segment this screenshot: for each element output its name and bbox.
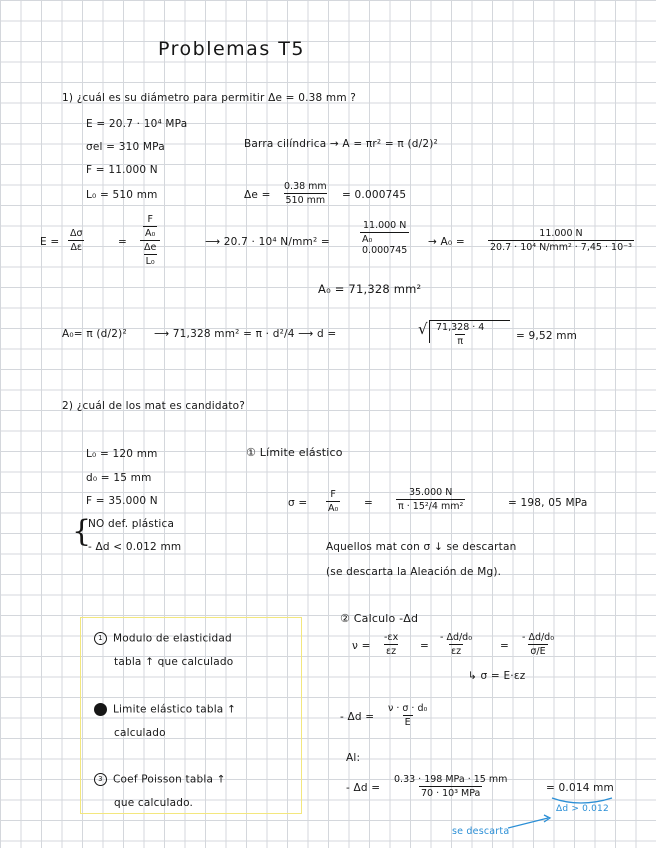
stress-substitution	[396, 487, 465, 512]
strain-numerator: 0.38 mm	[284, 181, 327, 192]
step-1-heading: ① Límite elástico	[246, 446, 343, 459]
delta-epsilon: Δε	[70, 242, 83, 253]
area-fraction-numerator: 11.000 N	[362, 220, 407, 231]
compound-numerator	[141, 214, 159, 240]
given-diameter: d₀ = 15 mm	[86, 472, 152, 484]
page-title: Problemas T5	[158, 38, 305, 60]
equals-sign: =	[118, 236, 127, 248]
stress-formula	[326, 489, 340, 514]
blue-annotation-arrow	[500, 790, 620, 835]
discard-note-1: Aquellos mat con σ ↓ se descartan	[326, 541, 517, 553]
diameter-numerator: 71,328 · 4	[436, 322, 485, 333]
strain-denominator: 510 mm	[285, 195, 326, 206]
problem-2-question: 2) ¿cuál de los mat es candidato?	[62, 400, 246, 412]
number-1-icon: 1	[94, 632, 107, 645]
poisson-equals-2: =	[500, 640, 509, 652]
stress-force: F	[330, 489, 336, 500]
poisson-lhs: ν =	[352, 640, 371, 652]
number-3-icon: 3	[94, 773, 107, 786]
criteria-item-2	[94, 703, 236, 716]
diameter-result: = 9,52 mm	[516, 330, 578, 342]
area-solution-fraction	[488, 228, 634, 253]
diameter-denominator: π	[457, 336, 464, 347]
delta-sigma: Δσ	[70, 228, 83, 239]
criteria-item-3-line-1: Coef Poisson tabla ↑	[113, 773, 226, 786]
strain-label: Δe =	[244, 189, 271, 201]
conditions-brace: {	[72, 514, 92, 549]
area-solution-denominator: 20.7 · 10⁴ N/mm² · 7,45 · 10⁻³	[490, 242, 632, 253]
substitution-arrow: ⟶ 20.7 · 10⁴ N/mm² =	[205, 236, 330, 248]
diameter-change-denominator: E	[404, 717, 411, 728]
given-length: L₀ = 510 mm	[86, 189, 158, 201]
aluminum-fraction	[392, 774, 509, 799]
criteria-item-3	[94, 773, 226, 786]
aluminum-numerator: 0.33 · 198 MPa · 15 mm	[394, 774, 508, 785]
area-symbol: A₀	[145, 228, 156, 239]
stress-result: = 198, 05 MPa	[508, 497, 588, 509]
stress-area: A₀	[328, 503, 339, 514]
diameter-fraction	[434, 322, 486, 347]
strain-result: = 0.000745	[342, 189, 407, 201]
criteria-item-3-line-2: que calculado.	[114, 797, 194, 809]
given-young-modulus: E = 20.7 · 10⁴ MPa	[86, 118, 188, 130]
condition-diameter-change: - Δd < 0.012 mm	[88, 541, 182, 553]
area-fraction-strain: 0.000745	[362, 245, 408, 256]
poisson-equals-1: =	[420, 640, 429, 652]
elongation-symbol: Δe	[144, 242, 157, 253]
area-fraction-area: A₀	[362, 234, 373, 245]
force-symbol: F	[147, 214, 153, 225]
poisson-ratio	[382, 632, 400, 657]
solve-area-arrow: → A₀ =	[428, 236, 465, 248]
compound-fraction	[140, 214, 160, 267]
hooke-relation: ↳ σ = E·εz	[468, 670, 526, 682]
given-length-2: L₀ = 120 mm	[86, 448, 158, 460]
criteria-item-1-line-2: tabla ↑ que calculado	[114, 656, 234, 668]
area-fraction	[360, 220, 409, 256]
number-2-icon	[94, 703, 107, 716]
force-over-area	[143, 214, 157, 239]
blue-note-discard: se descarta	[452, 826, 510, 837]
discard-note-2: (se descarta la Aleación de Mg).	[326, 566, 502, 578]
aluminum-lhs: - Δd =	[346, 782, 381, 794]
condition-no-plastic: NO def. plástica	[88, 518, 175, 530]
sqrt-sign: √	[418, 320, 428, 338]
given-yield-strength: σel = 310 MPa	[86, 141, 165, 153]
stress-substitution-numerator: 35.000 N	[408, 487, 453, 498]
criteria-item-1-line-1: Modulo de elasticidad	[113, 632, 232, 645]
relative-diameter-change: - Δd/d₀	[440, 632, 473, 643]
criteria-item-1	[94, 632, 232, 645]
diameter-derivation: ⟶ 71,328 mm² = π · d²/4 ⟶ d =	[154, 328, 337, 340]
given-force-2: F = 35.000 N	[86, 495, 158, 507]
diameter-change-formula	[386, 703, 429, 728]
young-modulus-lhs: E =	[40, 236, 60, 248]
aluminum-label: Al:	[346, 752, 361, 764]
area-result: A₀ = 71,328 mm²	[318, 282, 422, 296]
step-2-heading: ② Calculo -Δd	[340, 612, 419, 625]
aluminum-denominator: 70 · 10³ MPa	[420, 788, 481, 799]
compound-denominator	[140, 240, 160, 267]
strain-z-2: εz	[450, 646, 462, 657]
area-diameter-relation: A₀= π (d/2)²	[62, 328, 127, 340]
strain-z: εz	[386, 646, 397, 657]
criteria-item-2-line-2: calculado	[114, 727, 166, 739]
cylinder-area-formula: Barra cilíndrica → A = πr² = π (d/2)²	[244, 138, 438, 150]
blue-note-comparison: Δd > 0.012	[556, 804, 609, 814]
stress-equals: =	[364, 497, 373, 509]
area-fraction-denominator	[360, 232, 409, 256]
diameter-change-lhs: - Δd =	[340, 711, 375, 723]
given-force: F = 11.000 N	[86, 164, 158, 176]
aluminum-result: = 0.014 mm	[546, 782, 614, 794]
stress-over-modulus: σ/E	[530, 646, 546, 657]
criteria-item-2-line-1: Limite elástico tabla ↑	[113, 703, 236, 716]
poisson-final	[520, 632, 556, 657]
length-symbol: L₀	[145, 256, 155, 267]
area-solution-numerator: 11.000 N	[539, 228, 583, 239]
diameter-change-numerator: ν · σ · d₀	[388, 703, 428, 714]
relative-diameter-change-2: - Δd/d₀	[522, 632, 555, 643]
elongation-over-length	[142, 242, 158, 267]
strain-fraction	[282, 181, 329, 206]
poisson-substitution	[438, 632, 474, 657]
stress-strain-ratio	[68, 228, 85, 253]
strain-x: -εx	[384, 632, 399, 643]
stress-lhs: σ =	[288, 497, 308, 509]
stress-substitution-denominator: π · 15²/4 mm²	[398, 501, 464, 512]
problem-1-question: 1) ¿cuál es su diámetro para permitir Δe = 0.38 mm ?	[62, 92, 357, 104]
